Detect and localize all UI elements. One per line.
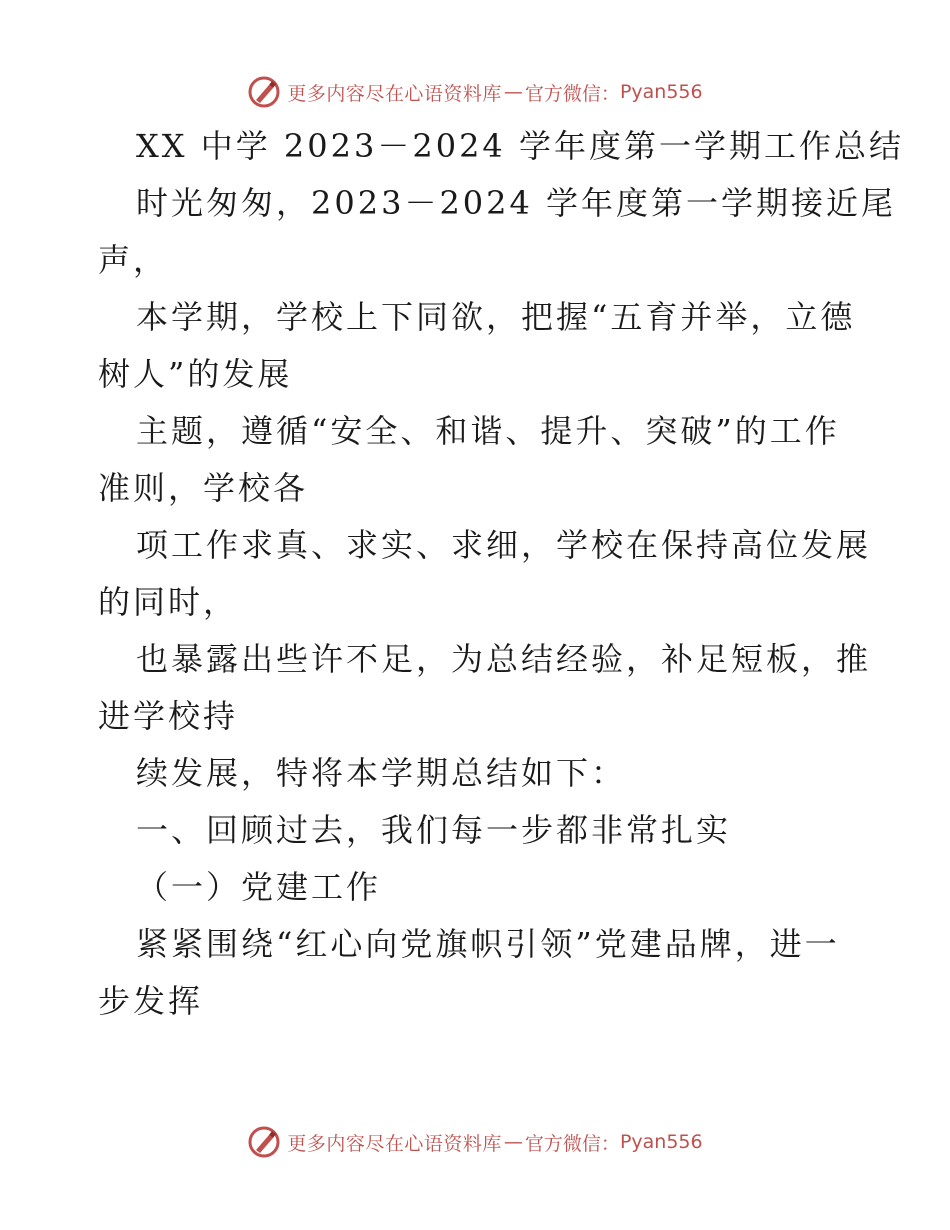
header-watermark [0, 72, 950, 112]
document-line: 主题，遵循“安全、和谐、提升、突破”的工作 [136, 412, 840, 450]
document-line: 的同时， [98, 583, 239, 621]
document-line: 一、回顾过去，我们每一步都非常扎实 [136, 811, 732, 849]
watermark-label: 官方微信： [524, 82, 620, 105]
document-line: 树人”的发展 [98, 355, 293, 393]
watermark-label: 官方微信： [524, 1132, 620, 1155]
document-line: 时光匆匆，2023－2024 学年度第一学期接近尾 [136, 184, 897, 222]
document-line: 项工作求真、求实、求细，学校在保持高位发展 [136, 526, 872, 564]
pen-seal-icon [247, 75, 281, 109]
document-line: 本学期，学校上下同欲，把握“五育并举，立德 [136, 298, 856, 336]
watermark-account: Pyan556 [619, 1131, 703, 1153]
watermark-separator: — [503, 1131, 523, 1153]
watermark-account: Pyan556 [619, 81, 703, 103]
watermark-separator: — [503, 81, 523, 103]
document-line: XX 中学 2023－2024 学年度第一学期工作总结 [136, 127, 904, 165]
document-line: （一）党建工作 [136, 868, 382, 906]
footer-watermark [0, 1122, 950, 1162]
document-line: 步发挥 [98, 982, 204, 1020]
document-line: 声， [98, 241, 169, 279]
watermark-site: 更多内容尽在心语资料库 [287, 1132, 502, 1155]
document-body [98, 118, 904, 1030]
document-line: 准则，学校各 [98, 469, 309, 507]
pen-seal-icon [247, 1125, 281, 1159]
document-line: 进学校持 [98, 697, 239, 735]
document-line: 紧紧围绕“红心向党旗帜引领”党建品牌，进一 [136, 925, 840, 963]
watermark-site: 更多内容尽在心语资料库 [287, 82, 502, 105]
document-line: 续发展，特将本学期总结如下： [136, 754, 627, 792]
document-line: 也暴露出些许不足，为总结经验，补足短板，推 [136, 640, 872, 678]
